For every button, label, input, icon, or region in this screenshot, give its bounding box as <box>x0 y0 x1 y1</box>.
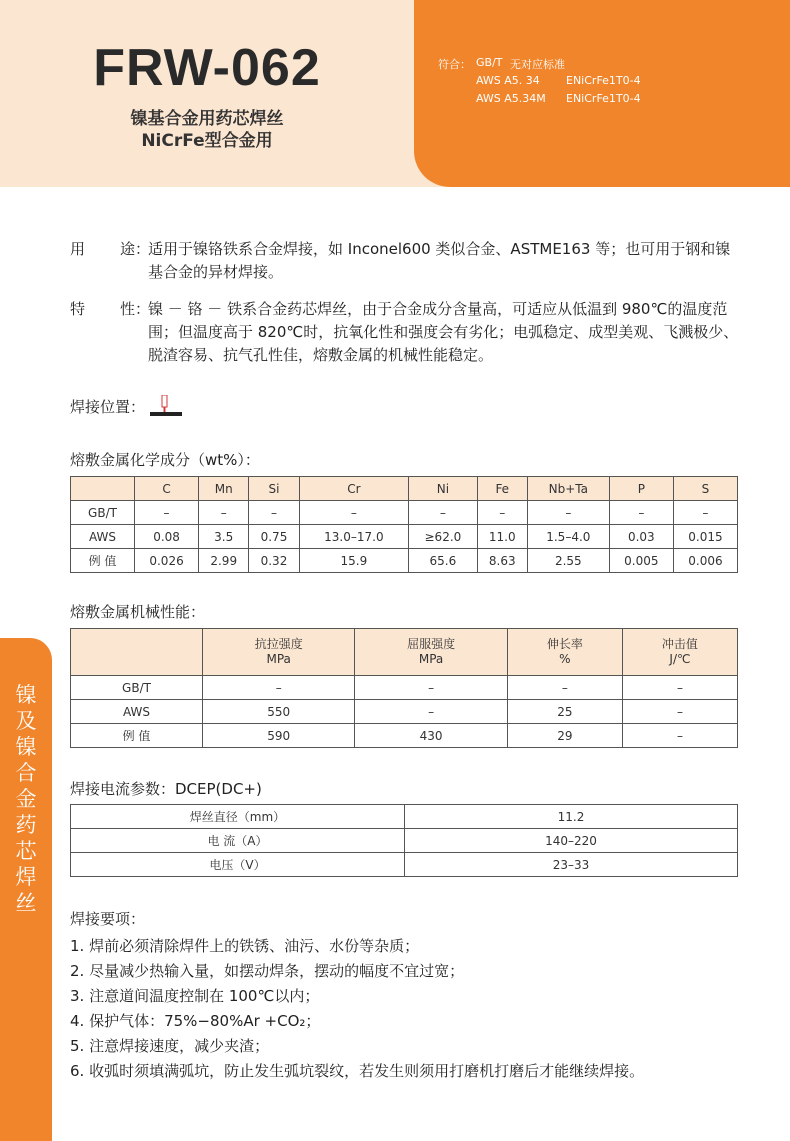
current-table <box>70 804 738 877</box>
note-item: 6. 收弧时须填满弧坑，防止发生弧坑裂纹，若发生则须用打磨机打磨后才能继续焊接。 <box>70 1062 645 1080</box>
header-line1: 伸长率 <box>546 637 583 651</box>
row-label: AWS <box>71 700 203 724</box>
header-line2: MPa <box>418 652 444 666</box>
table-row <box>71 700 738 724</box>
param-value: 23–33 <box>405 853 738 877</box>
features-text: 镍 － 铬 － 铁系合金药芯焊丝，由于合金成分含量高，可适应从低温到 980℃的温度范围；但温度高于 820℃时，抗氧化性和强度会有劣化；电弧稳定、成型美观、飞溅极少、脱渣容易、抗气孔性佳，熔敷金属的机械性能稳定。 <box>148 300 739 364</box>
note-item: 4. 保护气体：75%−80%Ar +CO₂； <box>70 1012 321 1030</box>
side-char: 丝 <box>15 891 37 915</box>
side-char: 及 <box>15 709 37 733</box>
row-label: GB/T <box>71 501 135 525</box>
table-cell: 13.0–17.0 <box>299 525 409 549</box>
table-row <box>71 829 738 853</box>
table-row <box>71 501 738 525</box>
column-header: Fe <box>477 477 527 501</box>
table-header-row <box>71 629 738 676</box>
header-line1: 冲击值 <box>661 637 698 651</box>
header-line2: MPa <box>266 652 291 666</box>
chemistry-title: 熔敷金属化学成分（wt%）： <box>70 451 260 469</box>
table-cell: – <box>135 501 199 525</box>
header-line1: 屈服强度 <box>407 637 456 651</box>
side-category-label <box>0 682 52 916</box>
column-header <box>203 629 355 676</box>
standard-code: GB/T <box>476 56 503 69</box>
table-cell: 590 <box>203 724 355 748</box>
column-header: C <box>135 477 199 501</box>
side-char: 镍 <box>15 735 37 759</box>
table-cell: 11.0 <box>477 525 527 549</box>
row-label: GB/T <box>71 676 203 700</box>
column-header: Ni <box>409 477 477 501</box>
features-label-char2: 性： <box>120 300 151 318</box>
note-item: 2. 尽量减少热输入量，如摆动焊条，摆动的幅度不宜过宽； <box>70 962 465 980</box>
row-label: 例 值 <box>71 724 203 748</box>
product-subtitle-cn: 镍基合金用药芯焊丝 <box>130 109 284 129</box>
table-cell: 15.9 <box>299 549 409 573</box>
header-line2: J/℃ <box>669 652 691 666</box>
table-cell: 0.006 <box>673 549 737 573</box>
table-cell: – <box>609 501 673 525</box>
column-header: Si <box>249 477 299 501</box>
column-header: Cr <box>299 477 409 501</box>
product-title: FRW-062 <box>93 39 321 97</box>
notes-title: 焊接要项： <box>70 910 146 928</box>
table-cell: 1.5–4.0 <box>527 525 609 549</box>
table-cell: – <box>527 501 609 525</box>
table-cell: 0.75 <box>249 525 299 549</box>
table-cell: 8.63 <box>477 549 527 573</box>
table-cell: – <box>203 676 355 700</box>
column-header <box>71 477 135 501</box>
standard-code: AWS A5.34M <box>476 92 546 105</box>
param-label: 电 流（A） <box>71 829 405 853</box>
table-cell: – <box>622 676 737 700</box>
table-cell: 29 <box>507 724 622 748</box>
param-value: 140–220 <box>405 829 738 853</box>
welding-notes <box>70 907 730 1084</box>
standard-code: AWS A5. 34 <box>476 74 540 87</box>
side-char: 镍 <box>15 683 37 707</box>
table-cell: – <box>249 501 299 525</box>
column-header <box>507 629 622 676</box>
column-header <box>71 629 203 676</box>
product-subtitle-type: NiCrFe型合金用 <box>141 131 273 151</box>
side-char: 金 <box>15 787 37 811</box>
table-cell: – <box>199 501 249 525</box>
param-label: 焊丝直径（mm） <box>71 805 405 829</box>
table-cell: 65.6 <box>409 549 477 573</box>
column-header <box>622 629 737 676</box>
table-cell: 0.026 <box>135 549 199 573</box>
side-char: 焊 <box>15 865 37 889</box>
table-cell: 550 <box>203 700 355 724</box>
table-cell: 2.55 <box>527 549 609 573</box>
row-label: AWS <box>71 525 135 549</box>
features-paragraph <box>70 298 740 370</box>
column-header: Nb+Ta <box>527 477 609 501</box>
table-row <box>71 525 738 549</box>
table-cell: 0.005 <box>609 549 673 573</box>
standard-class: 无对应标准 <box>510 58 565 71</box>
standard-class: ENiCrFe1T0-4 <box>566 74 641 87</box>
chemistry-table <box>70 476 738 573</box>
table-cell: 0.03 <box>609 525 673 549</box>
side-char: 合 <box>15 761 37 785</box>
position-label: 焊接位置： <box>70 398 146 416</box>
mechanical-table <box>70 628 738 748</box>
table-cell: 0.015 <box>673 525 737 549</box>
param-value: 11.2 <box>405 805 738 829</box>
header-line1: 抗拉强度 <box>254 637 303 651</box>
standard-class: ENiCrFe1T0-4 <box>566 92 641 105</box>
table-cell: – <box>355 676 507 700</box>
param-label: 电压（V） <box>71 853 405 877</box>
table-row <box>71 805 738 829</box>
usage-label-char2: 途： <box>120 240 151 258</box>
table-row <box>71 549 738 573</box>
table-cell: 25 <box>507 700 622 724</box>
table-cell: 3.5 <box>199 525 249 549</box>
table-cell: 430 <box>355 724 507 748</box>
table-cell: – <box>477 501 527 525</box>
usage-text: 适用于镍铬铁系合金焊接，如 Inconel600 类似合金、ASTME163 等；也可用于钢和镍基合金的异材焊接。 <box>148 240 731 281</box>
table-cell: 0.08 <box>135 525 199 549</box>
table-cell: 0.32 <box>249 549 299 573</box>
table-cell: 2.99 <box>199 549 249 573</box>
note-item: 3. 注意道间温度控制在 100℃以内； <box>70 987 320 1005</box>
current-title: 焊接电流参数：DCEP(DC+) <box>70 780 262 798</box>
table-cell: – <box>673 501 737 525</box>
table-cell: – <box>622 700 737 724</box>
table-cell: ≥62.0 <box>409 525 477 549</box>
table-header-row <box>71 477 738 501</box>
features-label-char1: 特 <box>70 300 86 318</box>
standards-label: 符合： <box>438 58 471 71</box>
column-header: P <box>609 477 673 501</box>
table-cell: – <box>507 676 622 700</box>
column-header: S <box>673 477 737 501</box>
table-cell: – <box>299 501 409 525</box>
side-char: 药 <box>15 813 37 837</box>
table-row <box>71 676 738 700</box>
column-header <box>355 629 507 676</box>
table-row <box>71 724 738 748</box>
row-label: 例 值 <box>71 549 135 573</box>
note-item: 5. 注意焊接速度，减少夹渣； <box>70 1037 270 1055</box>
flat-welding-position-icon <box>148 395 184 417</box>
header-line2: % <box>559 652 571 666</box>
table-cell: – <box>622 724 737 748</box>
table-cell: – <box>355 700 507 724</box>
usage-label-char1: 用 <box>70 240 86 258</box>
usage-paragraph <box>70 238 740 286</box>
table-row <box>71 853 738 877</box>
side-char: 芯 <box>15 839 37 863</box>
mechanical-title: 熔敷金属机械性能： <box>70 603 206 621</box>
column-header: Mn <box>199 477 249 501</box>
table-cell: – <box>409 501 477 525</box>
note-item: 1. 焊前必须清除焊件上的铁锈、油污、水份等杂质； <box>70 937 420 955</box>
